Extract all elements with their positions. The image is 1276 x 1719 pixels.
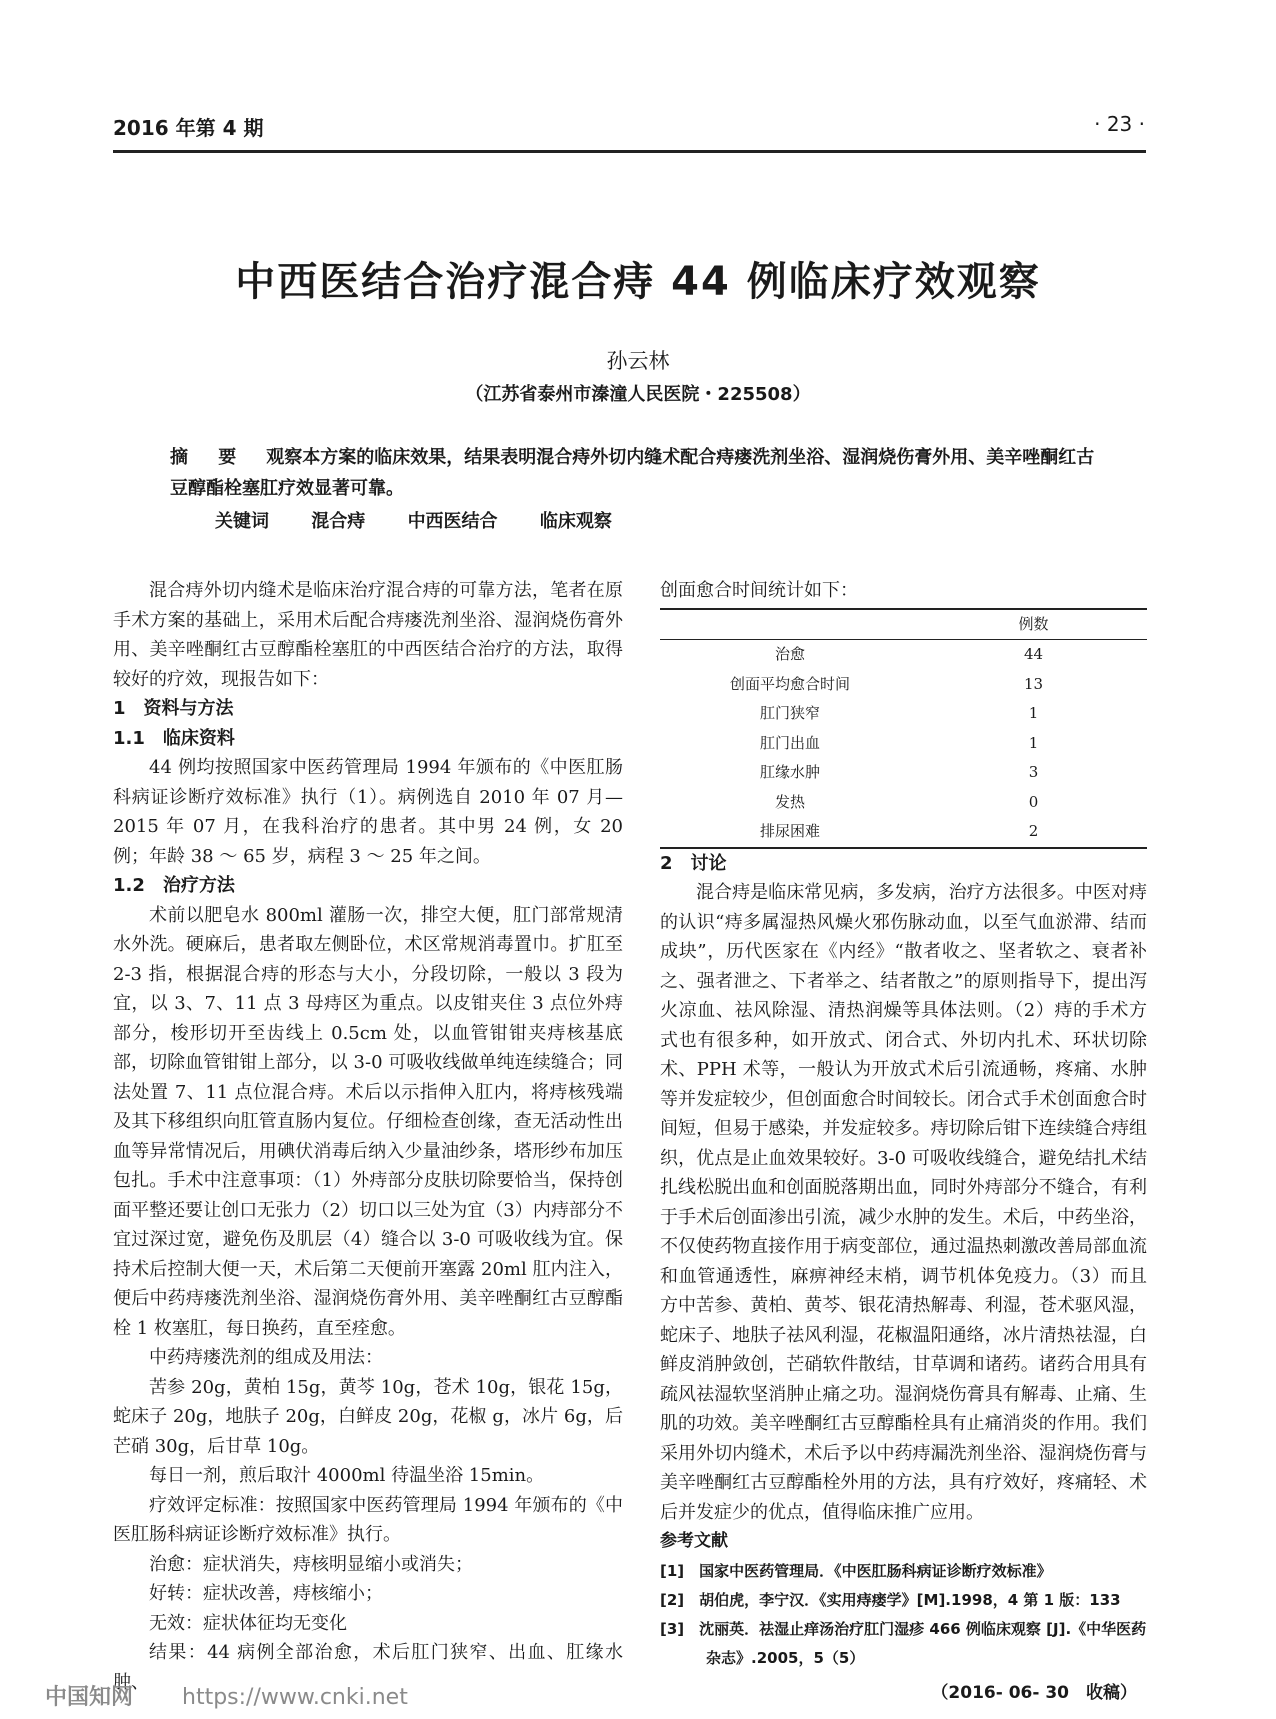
body-paragraph: 44 例均按照国家中医药管理局 1994 年颁布的《中医肛肠科病证诊断疗效标准》执行（1）。病例选自 2010 年 07 月—2015 年 07 月，在我科治疗的患者。其中男 24 例，女 20 例；年龄 38 ～ 65 岁，病程 3 ～ 25 年之间。 (113, 757, 623, 867)
cnki-logo: 中国知网 (45, 1685, 134, 1710)
body-paragraph: 疗效评定标准：按照国家中医药管理局 1994 年颁布的《中医肛肠科病证诊断疗效标准》执行。 (113, 1494, 623, 1545)
body-paragraph: 结果：44 病例全部治愈，术后肛门狭窄、出血、肛缘水肿、 (113, 1642, 623, 1693)
abstract (170, 442, 1110, 504)
author-name: 孙云林 (606, 349, 670, 373)
body-paragraph: 苦参 20g，黄柏 15g，黄芩 10g，苍术 10g，银花 15g，蛇床子 20g，地肤子 20g，白鲜皮 20g，花椒 g，冰片 6g，后芒硝 30g，后甘草 10g。 (113, 1376, 623, 1457)
section-heading: 2 讨论 (660, 852, 727, 874)
table-header-row (660, 609, 1147, 640)
body-paragraph: 术前以肥皂水 800ml 灌肠一次，排空大便，肛门部常规清水外洗。硬麻后，患者取左侧卧位，术区常规消毒置巾。扩肛至 2-3 指，根据混合痔的形态与大小，分段切除，一般以 3 段为宜，以 3、7、11 点 3 母痔区为重点。以皮钳夹住 3 点位外痔部分，梭形切开至齿线上 0.5cm 处，以血管钳钳夹痔核基底部，切除血管钳钳上部分，以 3-0 可吸收线做单纯连续缝合；同法处置 7、11 点位混合痔。术后以示指伸入肛内，将痔核残端及其下移组织向肛管直肠内复位。仔细检查创缘，查无活动性出血等异常情况后，用碘伏消毒后纳入少量油纱条，塔形纱布加压包扎。手术中注意事项：（1）外痔部分皮肤切除要恰当，保持创面平整还要让创口无张力（2）切口以三处为宜（3）内痔部分不宜过深过宽，避免伤及肌层（4）缝合以 3-0 可吸收线为宜。保持术后控制大便一天，术后第二天便前开塞露 20ml 肛内注入，便后中药痔瘘洗剂坐浴、湿润烧伤膏外用、美辛唑酮红古豆醇酯栓 1 枚塞肛，每日换药，直至痊愈。 (113, 904, 623, 1339)
received-date: （2016- 06- 30 收稿） (931, 1682, 1137, 1703)
table-cell: 1 (1028, 704, 1039, 722)
table-row (660, 699, 1147, 729)
references-heading: 参考文献 (660, 1531, 728, 1551)
table-cell: 肛缘水肿 (759, 763, 820, 781)
body-column-left (113, 576, 623, 1697)
table-header-cell: 例数 (1018, 614, 1049, 633)
reference-text: 沈丽英．祛湿止痒汤治疗肛门湿疹 466 例临床观察 [J].《中华医药杂志》.2005，5（5） (699, 1619, 1147, 1667)
reference-text: 国家中医药管理局．《中医肛肠科病证诊断疗效标准》 (699, 1561, 1052, 1580)
keyword-item: 中西医结合 (407, 511, 498, 532)
body-column-right (660, 576, 1147, 1708)
intro-paragraph: 混合痔外切内缝术是临床治疗混合痔的可靠方法，笔者在原手术方案的基础上，采用术后配合痔瘘洗剂坐浴、湿润烧伤膏外用、美辛唑酮红古豆醇酯栓塞肛的中西医结合治疗的方法，取得较好的疗效，现报告如下： (113, 580, 623, 690)
reference-number: [3] (660, 1619, 685, 1638)
reference-item (660, 1586, 1147, 1615)
body-paragraph: 中药痔瘘洗剂的组成及用法： (149, 1347, 383, 1368)
journal-issue: 2016 年第 4 期 (113, 116, 264, 140)
table-row (660, 788, 1147, 818)
footer-watermark (45, 1680, 408, 1711)
abstract-text: 观察本方案的临床效果，结果表明混合痔外切内缝术配合痔瘘洗剂坐浴、湿润烧伤膏外用、美辛唑酮红古豆醇酯栓塞肛疗效显著可靠。 (170, 447, 1095, 499)
table-cell: 肛门狭窄 (759, 704, 820, 722)
table-row (660, 817, 1147, 848)
header-rule (113, 150, 1146, 153)
table-cell: 13 (1023, 674, 1044, 693)
article-title: 中西医结合治疗混合痔 44 例临床疗效观察 (235, 259, 1041, 305)
body-paragraph: 每日一剂，煎后取汁 4000ml 待温坐浴 15min。 (149, 1465, 545, 1486)
page-number: · 23 · (1094, 112, 1145, 136)
keyword-item: 临床观察 (539, 511, 612, 532)
reference-number: [2] (660, 1590, 685, 1609)
cnki-url: https://www.cnki.net (182, 1685, 408, 1710)
table-cell: 3 (1028, 763, 1039, 781)
table-cell: 44 (1023, 645, 1044, 663)
table-cell: 排尿困难 (759, 822, 820, 840)
table-cell: 发热 (774, 792, 805, 811)
reference-item (660, 1615, 1147, 1673)
results-table (660, 608, 1147, 849)
discussion-paragraph: 混合痔是临床常见病，多发病，治疗方法很多。中医对痔的认识“痔多属湿热风燥火邪伤脉动血，以至气血淤滞、结而成块”，历代医家在《内经》“散者收之、坚者软之、衰者补之、强者泄之、下者举之、结者散之”的原则指导下，提出泻火凉血、祛风除湿、清热润燥等具体法则。（2）痔的手术方式也有很多种，如开放式、闭合式、外切内扎术、环状切除术、PPH 术等，一般认为开放式术后引流通畅，疼痛、水肿等并发症较少，但创面愈合时间较长。闭合式手术创面愈合时间短，但易于感染，并发症较多。痔切除后钳下连续缝合痔组织，优点是止血效果较好。3-0 可吸收线缝合，避免结扎术结扎线松脱出血和创面脱落期出血，同时外痔部分不缝合，有利于手术后创面渗出引流，减少水肿的发生。术后，中药坐浴，不仅使药物直接作用于病变部位，通过温热刺激改善局部血流和血管通透性，麻痹神经末梢，调节机体免疫力。（3）而且方中苦参、黄柏、黄芩、银花清热解毒、利湿，苍术驱风湿，蛇床子、地肤子祛风利湿，花椒温阳通络，冰片清热祛湿，白鲜皮消肿敛创，芒硝软件散结，甘草调和诸药。诸药合用具有疏风祛湿软坚消肿止痛之功。湿润烧伤膏具有解毒、止痛、生肌的功效。美辛唑酮红古豆醇酯栓具有止痛消炎的作用。我们采用外切内缝术，术后予以中药痔漏洗剂坐浴、湿润烧伤膏与美辛唑酮红古豆醇酯栓外用的方法，具有疗效好，疼痛轻、术后并发症少的优点，值得临床推广应用。 (660, 882, 1147, 1523)
subsection-heading: 1.1 临床资料 (113, 727, 235, 749)
section-heading: 1 资料与方法 (113, 698, 234, 719)
keyword-item: 混合痔 (311, 511, 366, 532)
table-row (660, 670, 1147, 700)
reference-item (660, 1557, 1147, 1586)
reference-text: 胡伯虎，李宁汉．《实用痔瘘学》[M].1998，4 第 1 版：133 (699, 1590, 1121, 1609)
table-cell: 肛门出血 (759, 733, 820, 752)
table-cell: 1 (1028, 733, 1039, 752)
table-cell: 0 (1028, 792, 1039, 811)
table-lead: 创面愈合时间统计如下： (660, 580, 858, 601)
table-cell: 治愈 (774, 645, 805, 663)
table-cell: 创面平均愈合时间 (729, 674, 850, 693)
body-paragraph: 无效：症状体征均无变化 (149, 1612, 347, 1634)
reference-number: [1] (660, 1561, 685, 1580)
body-paragraph: 治愈：症状消失，痔核明显缩小或消失； (149, 1553, 473, 1575)
table-cell: 2 (1028, 822, 1039, 840)
table-row (660, 640, 1147, 670)
abstract-label: 摘 要 (170, 447, 249, 468)
table-row (660, 758, 1147, 788)
table-row (660, 729, 1147, 759)
author-affiliation: （江苏省泰州市溱潼人民医院・225508） (465, 384, 811, 405)
keywords-label: 关键词 (215, 511, 269, 532)
body-paragraph: 好转：症状改善，痔核缩小； (149, 1583, 383, 1604)
subsection-heading: 1.2 治疗方法 (113, 875, 235, 896)
keywords (215, 507, 638, 533)
table-header-cell (660, 609, 920, 640)
